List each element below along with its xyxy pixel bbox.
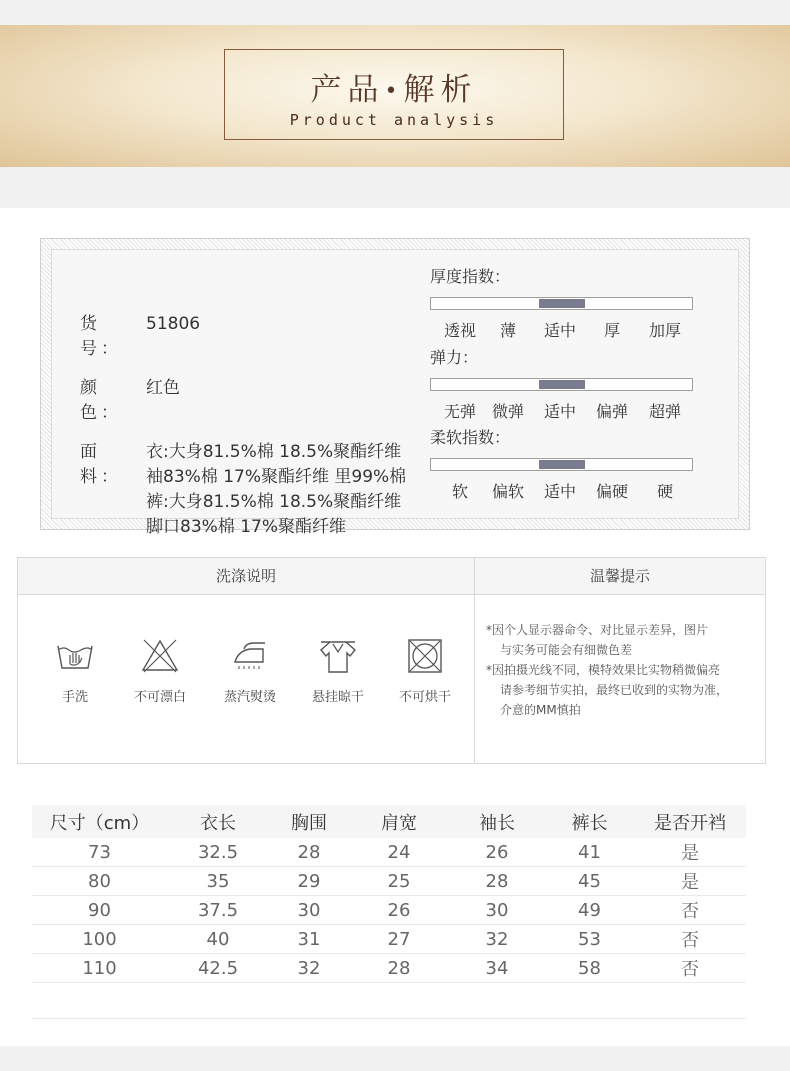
care-item-steam-iron	[215, 636, 285, 705]
wash-instructions-header: 洗涤说明	[18, 558, 474, 595]
meter-indicator	[539, 380, 585, 389]
meter-title: 厚度指数：	[430, 267, 511, 286]
care-item-no-bleach	[125, 636, 195, 705]
tips-text	[486, 620, 766, 720]
table-cell: 是	[634, 838, 746, 867]
care-item-hand-wash	[40, 636, 110, 705]
table-row	[32, 925, 746, 954]
table-cell: 73	[32, 838, 167, 867]
table-cell: 否	[634, 925, 746, 954]
table-cell: 34	[449, 954, 545, 983]
fabric-line: 衣:大身81.5%棉 18.5%聚酯纤维	[146, 442, 402, 462]
table-cell: 28	[269, 838, 349, 867]
meter-label: 偏软	[491, 482, 524, 501]
table-cell: 28	[349, 954, 449, 983]
meter-label: 厚	[603, 321, 620, 340]
table-cell: 26	[349, 896, 449, 925]
table-divider	[32, 1018, 746, 1019]
hang-dry-icon	[318, 636, 358, 676]
table-cell: 58	[545, 954, 634, 983]
tips-header: 温馨提示	[475, 558, 765, 595]
color-label: 颜 色：	[80, 378, 122, 423]
meter-title: 弹力：	[430, 348, 479, 367]
fabric-row	[80, 440, 420, 540]
table-row	[32, 838, 746, 867]
meter-bar	[430, 378, 693, 391]
banner-title: 产品•解析	[310, 72, 478, 108]
no-tumble-dry-icon	[405, 636, 445, 676]
tip-line: *因拍摄光线不同，模特效果比实物稍微偏亮	[486, 663, 721, 677]
softness-meter	[430, 427, 700, 502]
fabric-line: 裤:大身81.5%棉 18.5%聚酯纤维	[146, 492, 402, 512]
table-cell: 30	[449, 896, 545, 925]
color-row	[80, 376, 420, 426]
top-band	[0, 0, 790, 25]
table-cell: 30	[269, 896, 349, 925]
table-cell: 否	[634, 896, 746, 925]
table-cell: 80	[32, 867, 167, 896]
fabric-line: 脚口83%棉 17%聚酯纤维	[146, 517, 346, 537]
tip-line: 请参考细节实拍，最终已收到的实物为准，	[500, 683, 729, 697]
table-cell: 41	[545, 838, 634, 867]
care-label: 不可烘干	[398, 690, 451, 705]
care-label: 不可漂白	[133, 690, 186, 705]
no-bleach-icon	[140, 636, 180, 676]
meter-label: 超弹	[648, 402, 681, 421]
table-cell: 32	[269, 954, 349, 983]
meter-labels	[430, 399, 700, 422]
care-item-hang-dry	[303, 636, 373, 705]
meter-label: 硬	[656, 482, 673, 501]
column-header: 尺寸（cm）	[32, 805, 167, 838]
tip-line: *因个人显示器命令、对比显示差异，图片	[486, 623, 709, 637]
care-label: 手洗	[61, 690, 88, 705]
column-header: 袖长	[449, 805, 545, 838]
elasticity-meter	[430, 347, 700, 422]
meter-label: 适中	[543, 402, 576, 421]
table-cell: 100	[32, 925, 167, 954]
table-cell: 否	[634, 954, 746, 983]
table-cell: 110	[32, 954, 167, 983]
thickness-meter	[430, 266, 700, 341]
meter-label: 薄	[499, 321, 516, 340]
meter-labels	[430, 318, 700, 341]
meter-label: 偏弹	[595, 402, 628, 421]
meter-labels	[430, 479, 700, 502]
bottom-band	[0, 1046, 790, 1071]
column-header: 肩宽	[349, 805, 449, 838]
meter-bar	[430, 458, 693, 471]
care-instructions-panel	[17, 557, 766, 764]
column-header: 是否开裆	[634, 805, 746, 838]
item-number-row	[80, 312, 420, 362]
table-cell: 49	[545, 896, 634, 925]
meter-label: 软	[451, 482, 468, 501]
size-chart-table	[32, 805, 746, 983]
tip-line: 与实务可能会有细微色差	[500, 643, 633, 657]
product-spec-list	[80, 312, 420, 554]
product-info-panel	[40, 238, 750, 537]
meter-label: 无弹	[443, 402, 476, 421]
table-row	[32, 896, 746, 925]
meter-label: 透视	[443, 321, 476, 340]
banner-subtitle: Product analysis	[289, 111, 499, 129]
care-item-no-tumble-dry	[390, 636, 460, 705]
table-row	[32, 954, 746, 983]
column-header: 衣长	[167, 805, 269, 838]
meter-bar	[430, 297, 693, 310]
meter-indicator	[539, 460, 585, 469]
table-cell: 26	[449, 838, 545, 867]
fabric-value	[146, 440, 420, 540]
item-number-value: 51806	[146, 314, 201, 334]
fabric-label: 面 料：	[80, 442, 122, 487]
table-cell: 42.5	[167, 954, 269, 983]
meter-title: 柔软指数：	[430, 428, 511, 447]
table-cell: 27	[349, 925, 449, 954]
table-cell: 90	[32, 896, 167, 925]
product-info-inner	[51, 249, 739, 537]
table-cell: 35	[167, 867, 269, 896]
banner-title-box	[224, 49, 564, 140]
meter-label: 适中	[543, 321, 576, 340]
item-number-label: 货 号：	[80, 314, 122, 359]
table-cell: 29	[269, 867, 349, 896]
meter-label: 微弹	[491, 402, 524, 421]
tip-line: 介意的MM慎拍	[500, 703, 581, 717]
table-cell: 40	[167, 925, 269, 954]
table-cell: 是	[634, 867, 746, 896]
table-cell: 53	[545, 925, 634, 954]
table-cell: 37.5	[167, 896, 269, 925]
care-label: 蒸汽熨烫	[223, 690, 276, 705]
table-cell: 28	[449, 867, 545, 896]
table-cell: 31	[269, 925, 349, 954]
table-cell: 25	[349, 867, 449, 896]
table-cell: 32.5	[167, 838, 269, 867]
hand-wash-icon	[55, 636, 95, 676]
table-cell: 32	[449, 925, 545, 954]
care-divider	[474, 558, 475, 763]
color-value: 红色	[146, 378, 180, 398]
table-row	[32, 867, 746, 896]
meter-label: 偏硬	[595, 482, 628, 501]
meter-indicator	[539, 299, 585, 308]
separator-band	[0, 167, 790, 208]
meter-label: 适中	[543, 482, 576, 501]
table-cell: 24	[349, 838, 449, 867]
section-banner	[0, 25, 790, 167]
column-header: 裤长	[545, 805, 634, 838]
meter-label: 加厚	[648, 321, 681, 340]
column-header: 胸围	[269, 805, 349, 838]
fabric-line: 袖83%棉 17%聚酯纤维 里99%棉	[146, 467, 407, 487]
table-header-row	[32, 805, 746, 838]
steam-iron-icon	[230, 636, 270, 676]
care-label: 悬挂晾干	[311, 690, 364, 705]
table-cell: 45	[545, 867, 634, 896]
